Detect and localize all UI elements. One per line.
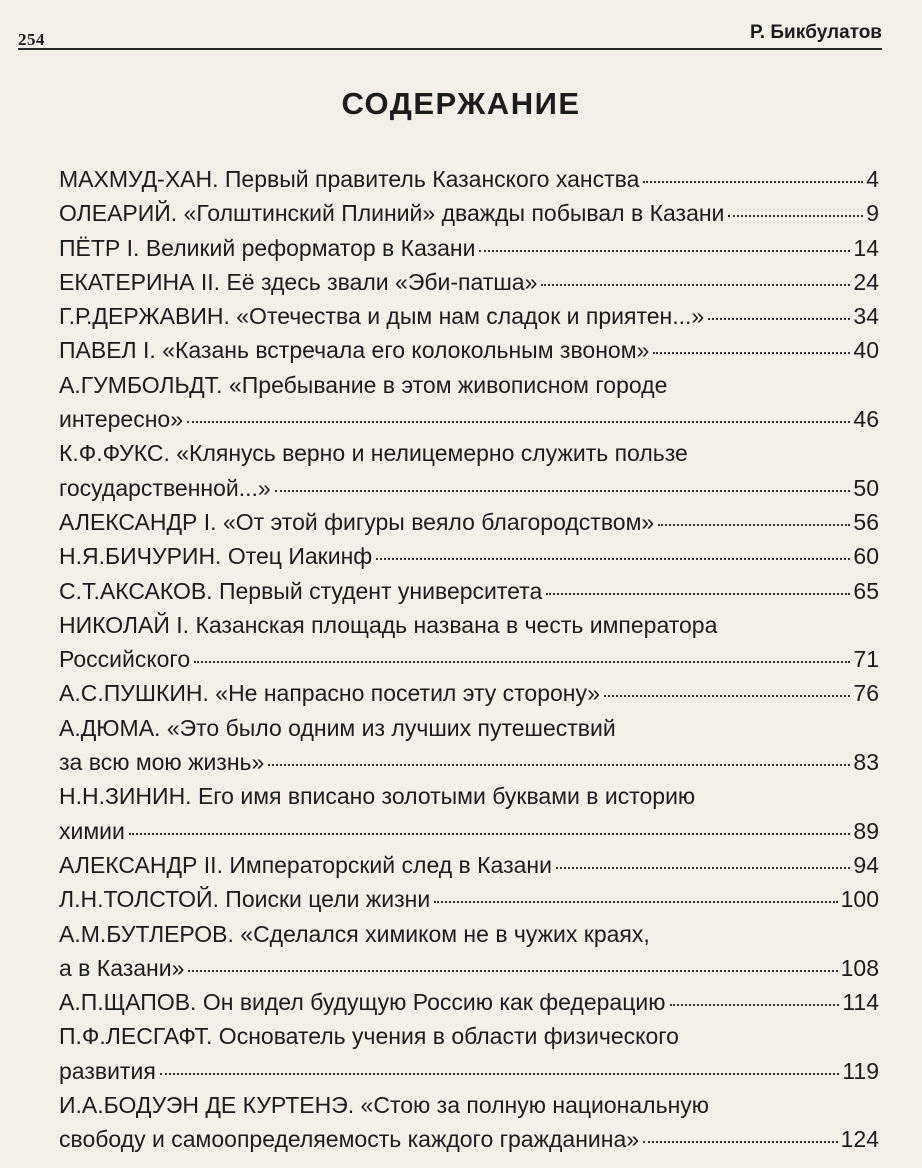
toc-entry-text: А.С.ПУШКИН. «Не напрасно посетил эту сторону» bbox=[59, 680, 601, 707]
dot-leader bbox=[194, 661, 850, 663]
toc-entry-text: А.П.ЩАПОВ. Он видел будущую Россию как федерацию bbox=[59, 989, 666, 1016]
dot-leader bbox=[546, 593, 850, 595]
dot-leader bbox=[556, 867, 850, 869]
toc-page-number: 100 bbox=[840, 886, 879, 913]
dot-leader bbox=[604, 695, 850, 697]
dot-leader bbox=[434, 901, 837, 903]
toc-page-number: 76 bbox=[853, 680, 879, 707]
toc-entry bbox=[59, 985, 879, 1019]
dot-leader bbox=[658, 524, 850, 526]
toc-entry-text: А.М.БУТЛЕРОВ. «Сделался химиком не в чужих краях, bbox=[59, 920, 650, 947]
toc-entry-text: развития bbox=[59, 1057, 156, 1084]
toc-page-number: 60 bbox=[853, 543, 879, 570]
toc-page-number: 24 bbox=[853, 268, 879, 295]
toc-entry bbox=[59, 196, 879, 230]
dot-leader bbox=[643, 181, 863, 183]
toc-page-number: 83 bbox=[853, 749, 879, 776]
toc-entry-text: ЕКАТЕРИНА II. Её здесь звали «Эби-патша» bbox=[59, 268, 538, 295]
toc-entry bbox=[59, 676, 879, 710]
table-of-contents bbox=[59, 162, 879, 1157]
toc-entry-text: за всю мою жизнь» bbox=[59, 749, 265, 776]
dot-leader bbox=[268, 764, 850, 766]
toc-page-number: 71 bbox=[853, 646, 879, 673]
dot-leader bbox=[188, 970, 837, 972]
toc-page-number: 46 bbox=[853, 406, 879, 433]
toc-entry-text: А.ДЮМА. «Это было одним из лучших путешествий bbox=[59, 714, 616, 741]
toc-entry bbox=[59, 1088, 879, 1157]
toc-page-number: 56 bbox=[853, 508, 879, 535]
toc-page-number: 114 bbox=[842, 989, 879, 1016]
dot-leader bbox=[541, 284, 850, 286]
toc-page-number: 40 bbox=[853, 337, 879, 364]
toc-entry-text: П.Ф.ЛЕСГАФТ. Основатель учения в области физического bbox=[59, 1023, 679, 1050]
toc-page-number: 50 bbox=[853, 474, 879, 501]
dot-leader bbox=[275, 490, 851, 492]
toc-entry bbox=[59, 917, 879, 986]
dot-leader bbox=[160, 1073, 840, 1075]
toc-page-number: 34 bbox=[853, 303, 879, 330]
dot-leader bbox=[653, 352, 850, 354]
toc-entry-text: государственной...» bbox=[59, 474, 271, 501]
dot-leader bbox=[129, 833, 851, 835]
toc-page-number: 14 bbox=[853, 234, 879, 261]
toc-page-number: 94 bbox=[853, 851, 879, 878]
toc-entry-text: Российского bbox=[59, 646, 191, 673]
toc-page-number: 65 bbox=[853, 577, 879, 604]
toc-entry-text: С.Т.АКСАКОВ. Первый студент университета bbox=[59, 577, 543, 604]
toc-entry bbox=[59, 162, 879, 196]
toc-entry-text: АЛЕКСАНДР I. «От этой фигуры веяло благородством» bbox=[59, 508, 655, 535]
toc-entry bbox=[59, 779, 879, 848]
toc-entry bbox=[59, 299, 879, 333]
toc-page-number: 9 bbox=[866, 200, 879, 227]
page-title: СОДЕРЖАНИЕ bbox=[341, 86, 581, 121]
toc-entry bbox=[59, 882, 879, 916]
toc-entry-text: И.А.БОДУЭН ДЕ КУРТЕНЭ. «Стою за полную национальную bbox=[59, 1092, 710, 1119]
toc-page-number: 108 bbox=[840, 954, 879, 981]
toc-entry-text: ПАВЕЛ I. «Казань встречала его колокольным звоном» bbox=[59, 337, 650, 364]
running-header-author: Р. Бикбулатов bbox=[749, 22, 882, 43]
toc-entry-text: Л.Н.ТОЛСТОЙ. Поиски цели жизни bbox=[59, 886, 431, 913]
toc-entry-text: ОЛЕАРИЙ. «Голштинский Плиний» дважды побывал в Казани bbox=[59, 200, 725, 227]
toc-entry-text: Н.Н.ЗИНИН. Его имя вписано золотыми буквами в историю bbox=[59, 783, 696, 810]
toc-page-number: 124 bbox=[840, 1126, 879, 1153]
dot-leader bbox=[643, 1141, 838, 1143]
toc-entry bbox=[59, 333, 879, 367]
toc-entry bbox=[59, 436, 879, 505]
toc-entry-text: К.Ф.ФУКС. «Клянусь верно и нелицемерно служить пользе bbox=[59, 440, 688, 467]
toc-entry bbox=[59, 848, 879, 882]
dot-leader bbox=[728, 215, 863, 217]
toc-entry-text: интересно» bbox=[59, 406, 183, 433]
toc-entry bbox=[59, 505, 879, 539]
toc-page-number: 89 bbox=[853, 817, 879, 844]
toc-entry-text: а в Казани» bbox=[59, 954, 185, 981]
toc-entry bbox=[59, 231, 879, 265]
toc-entry bbox=[59, 539, 879, 573]
toc-entry-text: МАХМУД-ХАН. Первый правитель Казанского ханства bbox=[59, 166, 640, 192]
toc-entry-text: химии bbox=[59, 817, 125, 844]
toc-page-number: 4 bbox=[866, 166, 879, 192]
dot-leader bbox=[708, 318, 850, 320]
dot-leader bbox=[670, 1004, 840, 1006]
dot-leader bbox=[187, 421, 850, 423]
toc-entry-text: НИКОЛАЙ I. Казанская площадь названа в честь императора bbox=[59, 611, 718, 638]
toc-entry-text: ПЁТР I. Великий реформатор в Казани bbox=[59, 234, 476, 261]
toc-entry bbox=[59, 711, 879, 780]
toc-entry bbox=[59, 1019, 879, 1088]
toc-entry-text: Г.Р.ДЕРЖАВИН. «Отечества и дым нам сладок и приятен...» bbox=[59, 303, 705, 330]
toc-entry-text: Н.Я.БИЧУРИН. Отец Иакинф bbox=[59, 543, 373, 570]
page-number: 254 bbox=[18, 30, 45, 49]
toc-entry-text: АЛЕКСАНДР II. Императорский след в Казани bbox=[59, 851, 552, 878]
toc-entry bbox=[59, 574, 879, 608]
dot-leader bbox=[376, 558, 850, 560]
toc-entry-text: свободу и самоопределяемость каждого гражданина» bbox=[59, 1126, 640, 1153]
toc-page-number: 119 bbox=[842, 1057, 879, 1084]
toc-entry bbox=[59, 265, 879, 299]
toc-entry bbox=[59, 608, 879, 677]
toc-entry bbox=[59, 368, 879, 437]
dot-leader bbox=[479, 250, 850, 252]
running-header bbox=[18, 22, 882, 50]
toc-entry-text: А.ГУМБОЛЬДТ. «Пребывание в этом живописном городе bbox=[59, 371, 668, 398]
